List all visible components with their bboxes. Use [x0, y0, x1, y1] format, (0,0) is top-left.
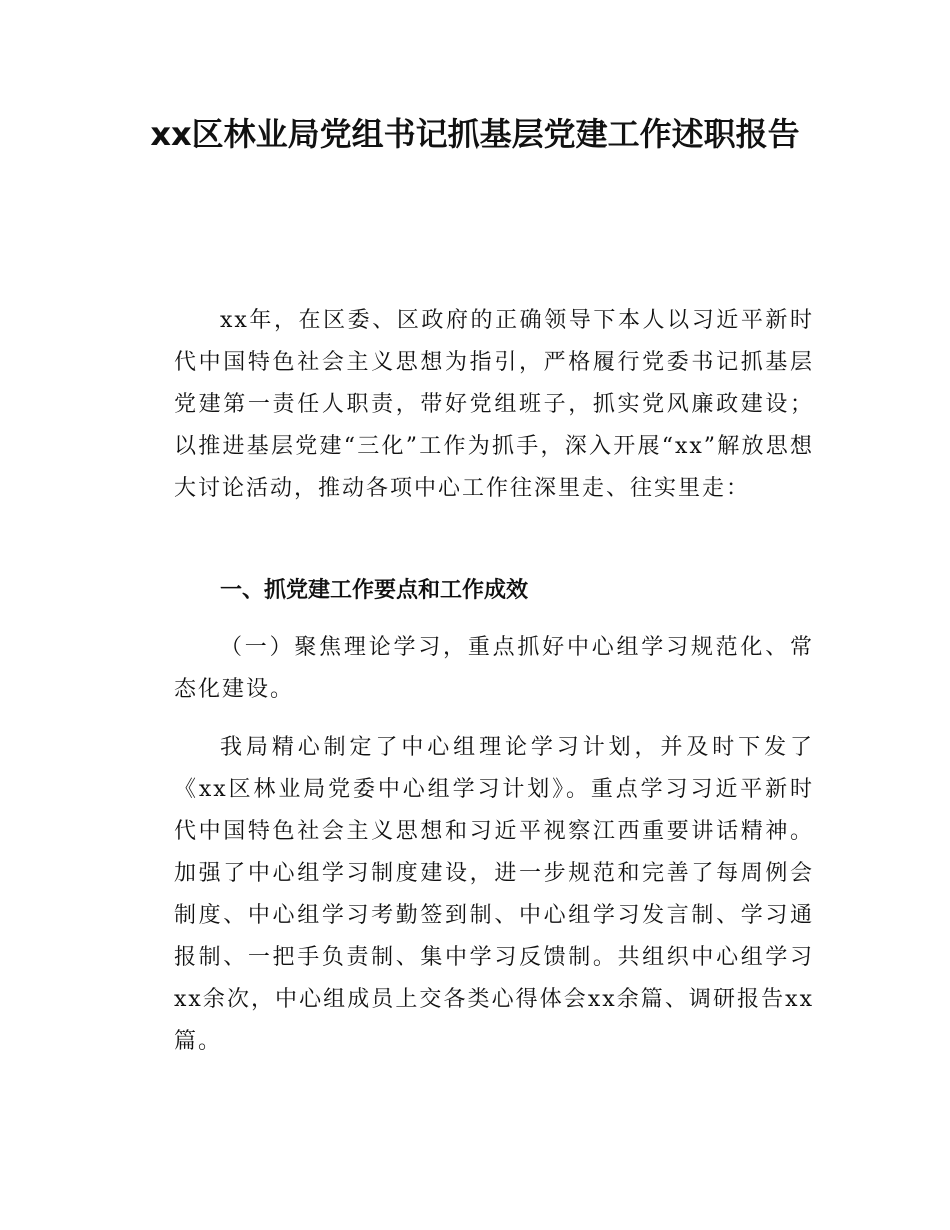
subsection-heading: （一）聚焦理论学习，重点抓好中心组学习规范化、常态化建设。	[174, 635, 814, 702]
body-paragraph: 我局精心制定了中心组理论学习计划，并及时下发了《xx区林业局党委中心组学习计划》。重点学习习近平新时代中国特色社会主义思想和习近平视察江西重要讲话精神。加强了中心组学习制度建设，进一步规范和完善了每周例会制度、中心组学习考勤签到制、中心组学习发言制、学习通报制、一把手负责制、集中学习反馈制。共组织中心组学习xx余次，中心组成员上交各类心得体会xx余篇、调研报告xx篇。	[174, 735, 814, 1054]
document-title: xx区林业局党组书记抓基层党建工作述职报告	[150, 115, 800, 153]
intro-paragraph: xx年，在区委、区政府的正确领导下本人以习近平新时代中国特色社会主义思想为指引，严格履行党委书记抓基层党建第一责任人职责，带好党组班子，抓实党风廉政建设；以推进基层党建“三化”工作为抓手，深入开展“xx”解放思想大讨论活动，推动各项中心工作往深里走、往实里走：	[174, 308, 814, 501]
section-heading: 一、抓党建工作要点和工作成效	[220, 578, 529, 603]
